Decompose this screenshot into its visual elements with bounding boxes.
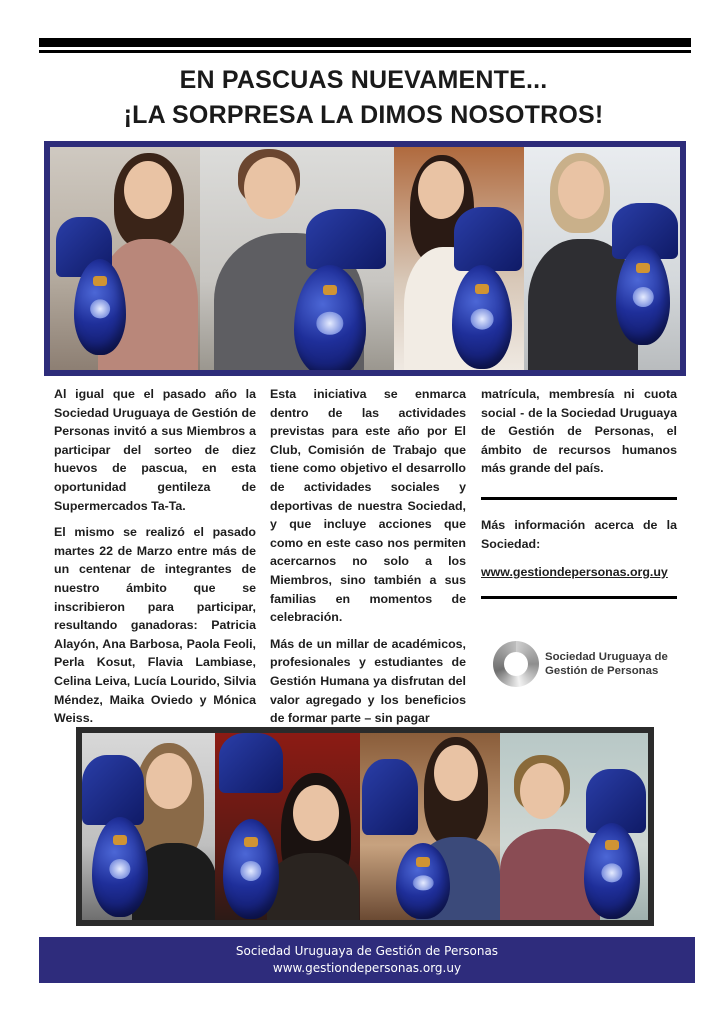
winner-photo xyxy=(82,733,215,920)
logo-text-line-1: Sociedad Uruguaya de xyxy=(545,651,668,663)
headline-line-1: EN PASCUAS NUEVAMENTE... xyxy=(179,66,548,94)
winner-photo xyxy=(50,147,200,370)
footer-banner xyxy=(39,937,695,983)
article-column-1 xyxy=(54,385,256,736)
top-rule-thick xyxy=(39,38,691,47)
article-paragraph: Más de un millar de académicos, profesionales y estudiantes de Gestión Humana ya disfrutan del valor agregado y los beneficios de formar parte – sin pagar xyxy=(270,636,466,726)
top-photo-strip xyxy=(44,141,686,376)
organization-logo xyxy=(493,641,668,687)
logo-text-line-2: Gestión de Personas xyxy=(545,665,659,677)
footer-organization-name: Sociedad Uruguaya de Gestión de Personas xyxy=(235,944,499,958)
winner-photo xyxy=(200,147,394,370)
winner-photo xyxy=(215,733,360,920)
article-paragraph: El mismo se realizó el pasado martes 22 de Marzo entre más de un centenar de integrantes de nuestro ámbito que se inscribieron para participar, resultando ganadoras: Patricia Alayón, Ana Barbosa, Paola Feoli, Perla Kosut, Flavia Lambiase, Celina Leiva, Lucía Lourido, Silvia Méndez, Maika Oviedo y Mónica Weiss. xyxy=(54,525,256,726)
winner-photo xyxy=(524,147,680,370)
logo-text xyxy=(545,650,668,678)
more-info-text: Más información acerca de la Sociedad: xyxy=(481,518,677,551)
logo-swirl-icon xyxy=(493,641,539,687)
bottom-photo-strip xyxy=(76,727,654,926)
headline-line-2: ¡LA SORPRESA LA DIMOS NOSOTROS! xyxy=(123,101,604,129)
winner-photo xyxy=(394,147,524,370)
column-divider xyxy=(481,596,677,599)
column-divider xyxy=(481,497,677,500)
article-column-3 xyxy=(481,385,677,486)
winner-photo xyxy=(500,733,648,920)
website-link[interactable]: www.gestiondepersonas.org.uy xyxy=(481,565,668,579)
article-column-2 xyxy=(270,385,466,736)
article-paragraph: Esta iniciativa se enmarca dentro de las actividades previstas para este año por El Club, Comisión de Trabajo que tiene como objetivo el desarrollo de actividades sociales y deportivas de nuestra Sociedad, y que incluye acciones que como en este caso nos permiten acercarnos no solo a los Miembros, sino también a sus familias en momentos de celebración. xyxy=(270,387,466,625)
article-paragraph: matrícula, membresía ni cuota social - de la Sociedad Uruguaya de Gestión de Personas, el ámbito de recursos humanos más grande del país. xyxy=(481,387,677,476)
top-rule-thin xyxy=(39,50,691,53)
article-paragraph: Al igual que el pasado año la Sociedad Uruguaya de Gestión de Personas invitó a sus Miembros a participar del sorteo de diez huevos de pascua, en esta oportunidad gentileza de Supermercados Ta-Ta. xyxy=(54,387,256,513)
footer-website: www.gestiondepersonas.org.uy xyxy=(272,961,462,975)
winner-photo xyxy=(360,733,500,920)
